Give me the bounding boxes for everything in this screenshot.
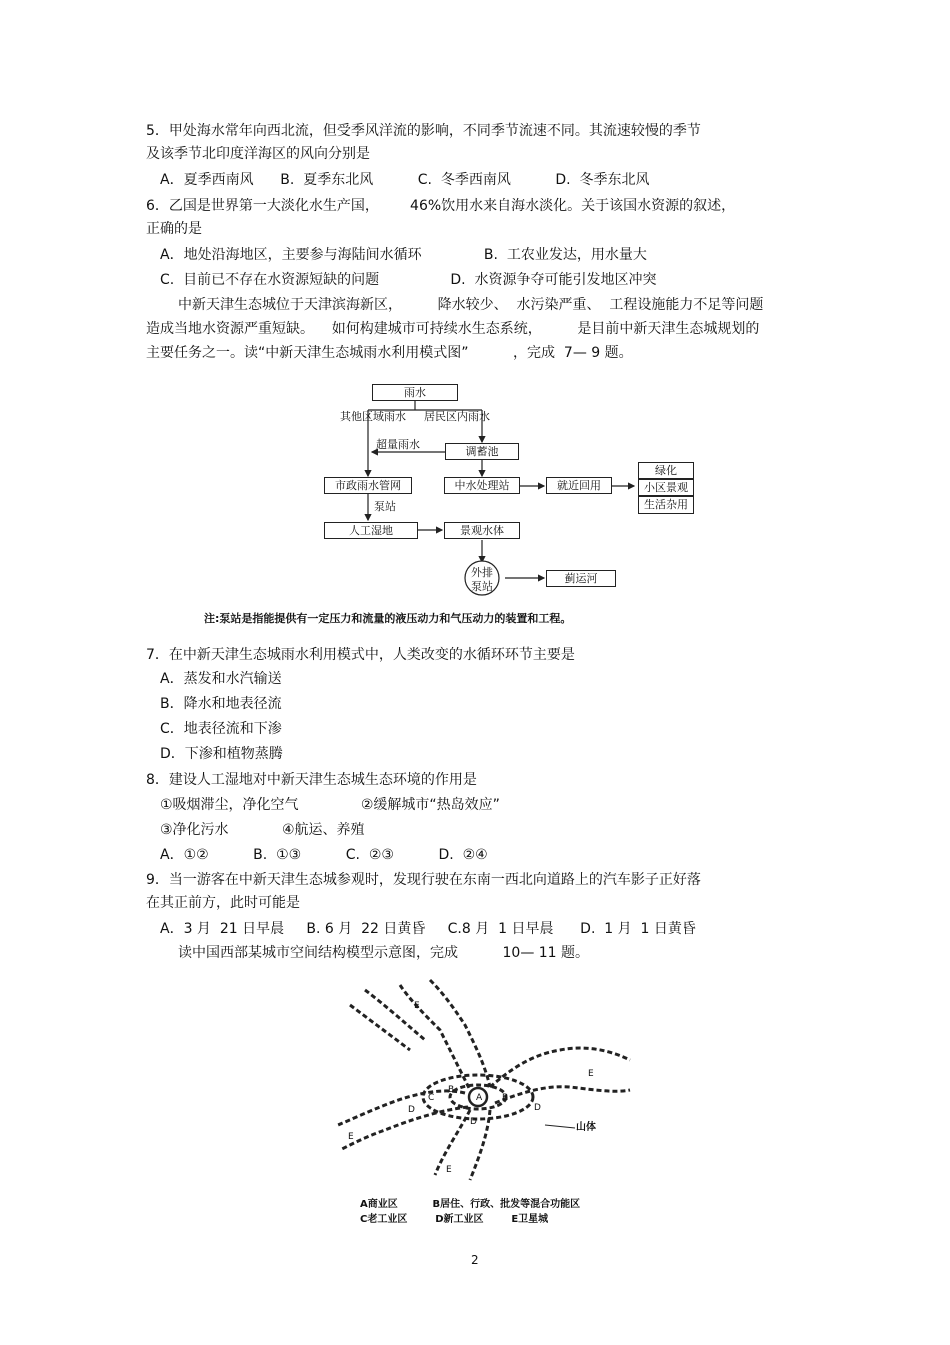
label-e-east: E (588, 1069, 594, 1079)
q7-option-a: A．蒸发和水汽输送 (160, 671, 282, 687)
mountain-label: 山体 (576, 1122, 596, 1133)
wetland-box: 人工湿地 (324, 522, 418, 539)
q8-items-line1: ①吸烟滞尘，净化空气 ②缓解城市“热岛效应” (160, 797, 500, 813)
q7-option-d: D．下渗和植物蒸腾 (160, 746, 283, 762)
page-number: 2 (471, 1253, 479, 1267)
label-b-right: B (502, 1093, 509, 1103)
q6-stem-line1: 6．乙国是世界第一大淡化水生产国， 46%饮用水来自海水淡化。关于该国水资源的叙述， (146, 198, 736, 214)
storage-box: 调蓄池 (445, 443, 519, 460)
legend-line1: A商业区 B居住、行政、批发等混合功能区 (360, 1199, 581, 1210)
label-b-center: B (448, 1085, 455, 1095)
intro2-line: 读中国西部某城市空间结构模型示意图，完成 10— 11 题。 (178, 945, 590, 961)
water-body-box: 景观水体 (444, 522, 520, 539)
rain-box: 雨水 (372, 384, 458, 401)
city-structure-drawing (330, 975, 640, 1190)
canal-box: 蓟运河 (546, 570, 616, 587)
label-e-west: E (348, 1132, 354, 1142)
q7-option-b: B．降水和地表径流 (160, 696, 282, 712)
landscape-box: 小区景观 (638, 479, 694, 496)
label-d-east: D (534, 1103, 541, 1113)
label-c: C (428, 1093, 435, 1103)
excess-rain-label: 超量雨水 (376, 438, 420, 451)
city-structure-diagram (330, 975, 640, 1190)
other-rain-label: 其他区域雨水 (340, 410, 406, 423)
municipal-box: 市政雨水管网 (324, 477, 412, 494)
nearby-reuse-box: 就近回用 (546, 477, 612, 494)
q6-stem-line2: 正确的是 (146, 221, 202, 237)
legend-line2: C老工业区 D新工业区 E卫星城 (360, 1214, 549, 1225)
q6-options-cd: C. 目前已不存在水资源短缺的问题 D. 水资源争夺可能引发地区冲突 (160, 272, 657, 288)
flowchart-note: 注:泵站是指能提供有一定压力和流量的液压动力和气压动力的装置和工程。 (204, 612, 572, 625)
domestic-box: 生活杂用 (638, 496, 694, 514)
q8-options: A．①② B. ①③ C. ②③ D. ②④ (160, 847, 488, 863)
q5-stem-line1: 5．甲处海水常年向西北流，但受季风洋流的影响，不同季节流速不同。其流速较慢的季节 (146, 123, 701, 139)
intro-line3: 主要任务之一。读“中新天津生态城雨水利用模式图” ，完成 7— 9 题。 (146, 345, 633, 361)
intro-line1: 中新天津生态城位于天津滨海新区， 降水较少、 水污染严重、 工程设施能力不足等问题 (178, 297, 764, 313)
q8-items-line2: ③净化污水 ④航运、养殖 (160, 822, 365, 838)
label-d-west: D (408, 1105, 415, 1115)
q7-stem: 7．在中新天津生态城雨水利用模式中，人类改变的水循环环节主要是 (146, 647, 575, 663)
label-d-south: D (470, 1117, 477, 1127)
label-e-north: E (414, 1001, 420, 1011)
q9-stem-line2: 在其正前方，此时可能是 (146, 895, 300, 911)
q9-stem-line1: 9．当一游客在中新天津生态城参观时，发现行驶在东南一西北向道路上的汽车影子正好落 (146, 872, 701, 888)
external-pump-label: 外排 泵站 (471, 566, 493, 593)
q6-options-ab: A．地处沿海地区，主要参与海陆间水循环 B. 工农业发达，用水量大 (160, 247, 647, 263)
q5-options: A．夏季西南风 B. 夏季东北风 C. 冬季西南风 D. 冬季东北风 (160, 172, 650, 188)
label-e-south: E (446, 1165, 452, 1175)
rainwater-flowchart (320, 380, 700, 605)
q9-options: A．3 月 21 日早晨 B. 6 月 22 日黄昏 C.8 月 1 日早晨 D. 1 月 1 日黄昏 (160, 921, 696, 937)
q5-stem-line2: 及该季节北印度洋海区的风向分别是 (146, 146, 370, 162)
resident-rain-label: 居民区内雨水 (424, 410, 490, 423)
intro-line2: 造成当地水资源严重短缺。 如何构建城市可持续水生态系统， 是目前中新天津生态城规划的 (146, 321, 760, 337)
reclaimed-box: 中水处理站 (444, 477, 520, 494)
pump-label: 泵站 (374, 500, 396, 513)
green-box: 绿化 (638, 462, 694, 479)
label-a: A (476, 1093, 483, 1103)
q8-stem: 8．建设人工湿地对中新天津生态城生态环境的作用是 (146, 772, 477, 788)
q7-option-c: C．地表径流和下渗 (160, 721, 282, 737)
